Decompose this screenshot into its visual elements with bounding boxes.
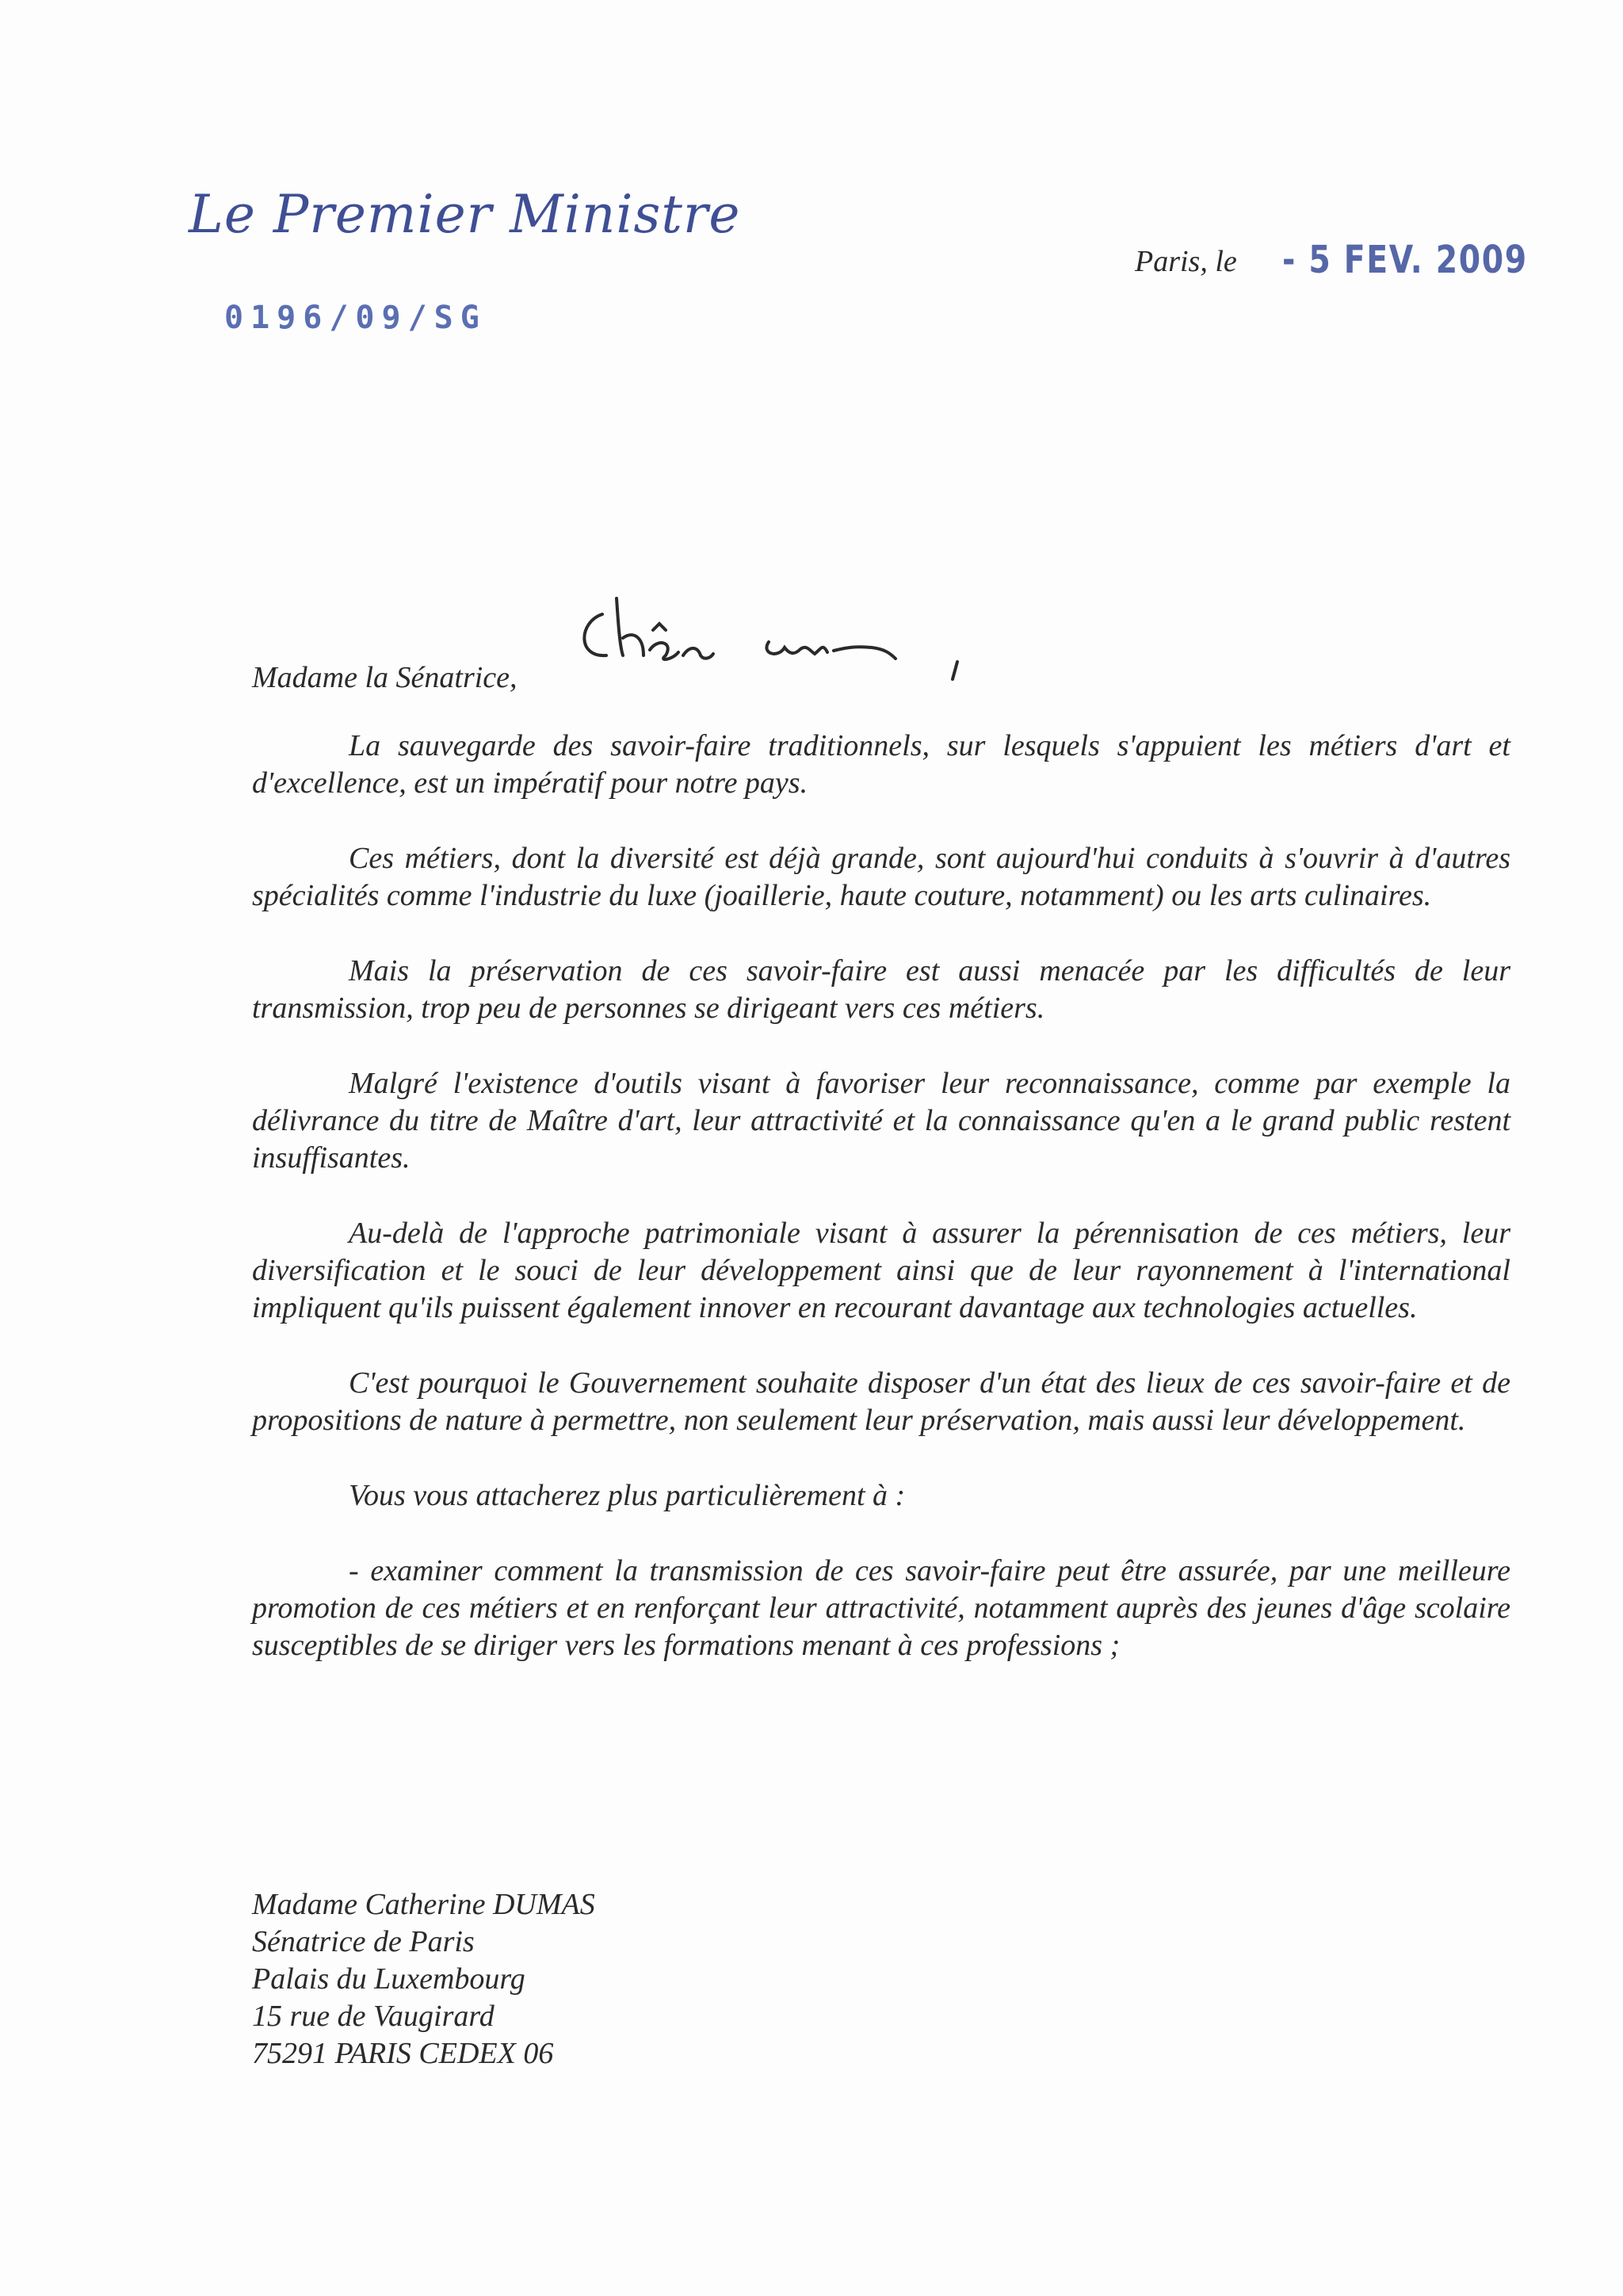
recipient-title: Sénatrice de Paris bbox=[252, 1925, 475, 1958]
handwritten-note-text: Chère amie, bbox=[571, 684, 575, 685]
recipient-address bbox=[252, 1886, 595, 2073]
body-paragraph: Ces métiers, dont la diversité est déjà grande, sont aujourd'hui conduits à s'ouvrir à d'autres spécialités comme l'industrie du luxe (joaillerie, haute couture, notamment) ou les arts culinaires. bbox=[252, 842, 1510, 912]
body-paragraph: Au-delà de l'approche patrimoniale visant à assurer la pérennisation de ces métiers, leur diversification et le souci de leur développement ainsi que de leur rayonnement à l'international impliquent qu'ils puissent également innover en recourant davantage aux technologies actuelles. bbox=[252, 1217, 1510, 1324]
body-paragraph: Mais la préservation de ces savoir-faire est aussi menacée par les difficultés de leur transmission, trop peu de personnes se dirigeant vers ces métiers. bbox=[252, 954, 1510, 1025]
body-paragraph: Malgré l'existence d'outils visant à favoriser leur reconnaissance, comme par exemple la délivrance du titre de Maître d'art, leur attractivité et la connaissance qu'en a le grand public restent insuffisantes. bbox=[252, 1067, 1510, 1175]
body-paragraph: Vous vous attacherez plus particulièrement à : bbox=[349, 1479, 906, 1512]
body-paragraph: - examiner comment la transmission de ces savoir-faire peut être assurée, par une meilleure promotion de ces métiers et en renforçant leur attractivité, notamment auprès des jeunes d'âge scolaire susceptibles de se diriger vers les formations menant à ces professions ; bbox=[252, 1554, 1510, 1662]
recipient-city: 75291 PARIS CEDEX 06 bbox=[252, 2037, 554, 2070]
body-paragraph: C'est pourquoi le Gouvernement souhaite disposer d'un état des lieux de ces savoir-faire et de propositions de nature à permettre, non seulement leur préservation, mais aussi leur développement. bbox=[252, 1366, 1510, 1437]
salutation: Madame la Sénatrice, bbox=[252, 661, 517, 694]
recipient-building: Palais du Luxembourg bbox=[252, 1962, 525, 1996]
recipient-name: Madame Catherine DUMAS bbox=[252, 1888, 595, 1921]
recipient-street: 15 rue de Vaugirard bbox=[252, 2000, 495, 2033]
handwritten-greeting bbox=[571, 583, 983, 686]
letterhead-title: Le Premier Ministre bbox=[189, 184, 741, 245]
body-paragraph: La sauvegarde des savoir-faire traditionnels, sur lesquels s'appuient les métiers d'art et d'excellence, est un impératif pour notre pays. bbox=[252, 729, 1510, 800]
dateline-place: Paris, le bbox=[1135, 245, 1237, 278]
letter-body bbox=[252, 728, 1510, 1702]
reference-number: 0196/09/SG bbox=[224, 300, 487, 336]
date-stamp: - 5 FEV. 2009 bbox=[1282, 238, 1528, 282]
